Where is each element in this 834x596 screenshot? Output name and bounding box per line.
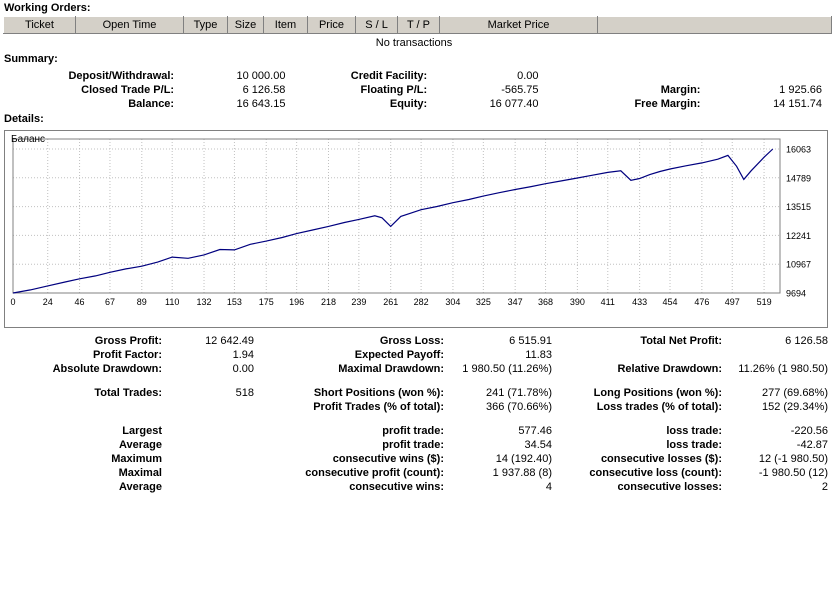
details-label-profit-trades: Profit Trades (% of total): (313, 401, 444, 413)
details-label-maximal-consecutive-profit: consecutive profit (count): (305, 467, 444, 479)
details-label-largest: Largest (122, 425, 162, 437)
svg-text:433: 433 (632, 297, 648, 307)
details-value-average-loss-trade: -42.87 (796, 439, 828, 451)
summary-value-free-margin: 14 151.74 (773, 98, 822, 110)
details-value-average-profit-trade: 34.54 (524, 439, 552, 451)
details-label-blank-a (554, 348, 724, 362)
svg-text:239: 239 (351, 297, 367, 307)
svg-text:89: 89 (136, 297, 147, 307)
summary-title: Summary: (4, 53, 58, 65)
column-header-ticket[interactable]: Ticket (4, 17, 76, 34)
svg-text:261: 261 (383, 297, 399, 307)
svg-text:13515: 13515 (786, 202, 812, 213)
svg-text:24: 24 (42, 297, 53, 307)
no-transactions-message: No transactions (375, 37, 453, 49)
details-label-average-profit-trade: profit trade: (382, 439, 444, 451)
details-label-average-consecutive-losses: consecutive losses: (617, 481, 722, 493)
summary-label-empty-1 (541, 69, 703, 83)
details-label-total-net-profit: Total Net Profit: (640, 335, 722, 347)
details-row (4, 480, 830, 494)
summary-label-free-margin: Free Margin: (634, 98, 701, 110)
svg-text:218: 218 (320, 297, 336, 307)
details-value-profit-factor: 1.94 (232, 349, 254, 361)
svg-text:175: 175 (258, 297, 274, 307)
details-table (4, 334, 830, 494)
details-label-long-positions: Long Positions (won %): (593, 387, 722, 399)
svg-text:14789: 14789 (786, 173, 812, 184)
summary-label-deposit: Deposit/Withdrawal: (68, 70, 175, 82)
details-row (4, 452, 830, 466)
svg-text:153: 153 (226, 297, 242, 307)
svg-text:196: 196 (289, 297, 305, 307)
details-row (4, 362, 830, 376)
details-value-maximal-consecutive-loss: -1 980.50 (12) (758, 467, 828, 479)
details-value-maximal (164, 466, 256, 480)
details-label-short-positions: Short Positions (won %): (313, 387, 444, 399)
summary-label-margin: Margin: (660, 84, 701, 96)
details-label-loss-trades: Loss trades (% of total): (596, 401, 722, 413)
column-header-item[interactable]: Item (264, 17, 308, 34)
svg-text:110: 110 (165, 297, 180, 307)
details-value-profit-trades: 366 (70.66%) (485, 401, 552, 413)
details-value-max-consecutive-losses: 12 (-1 980.50) (758, 453, 828, 465)
summary-label-closed-trade-pl: Closed Trade P/L: (81, 84, 175, 96)
svg-text:12241: 12241 (786, 230, 812, 241)
column-header-sl[interactable]: S / L (356, 17, 398, 34)
summary-label-equity: Equity: (389, 98, 428, 110)
details-label-maximum: Maximum (111, 453, 162, 465)
details-label-maximal: Maximal (118, 467, 162, 479)
details-row (4, 400, 830, 414)
details-value-absolute-drawdown: 0.00 (232, 363, 254, 375)
summary-label-credit: Credit Facility: (350, 70, 428, 82)
svg-text:16063: 16063 (786, 144, 812, 155)
details-value-expected-payoff: 11.83 (525, 349, 552, 361)
column-header-price[interactable]: Price (308, 17, 356, 34)
balance-chart (4, 130, 828, 328)
details-value-blank-b (164, 400, 256, 414)
summary-row (4, 97, 824, 111)
table-header-row (4, 17, 832, 34)
details-label-gross-profit: Gross Profit: (94, 335, 162, 347)
details-value-largest-loss-trade: -220.56 (790, 425, 828, 437)
details-value-max-consecutive-wins: 14 (192.40) (495, 453, 552, 465)
svg-text:46: 46 (74, 297, 85, 307)
details-row (4, 424, 830, 438)
svg-text:10967: 10967 (786, 259, 812, 270)
details-label-blank-b (4, 400, 164, 414)
svg-text:476: 476 (694, 297, 710, 307)
details-title: Details: (4, 113, 44, 125)
details-label-total-trades: Total Trades: (94, 387, 162, 399)
details-row (4, 334, 830, 348)
details-label-largest-loss-trade: loss trade: (666, 425, 722, 437)
details-label-max-consecutive-losses: consecutive losses ($): (600, 453, 722, 465)
details-label-gross-loss: Gross Loss: (379, 335, 444, 347)
svg-text:9694: 9694 (786, 288, 807, 299)
column-header-type[interactable]: Type (184, 17, 228, 34)
details-value-average (164, 438, 256, 452)
summary-value-closed-trade-pl: 6 126.58 (242, 84, 286, 96)
details-value-largest-profit-trade: 577.46 (518, 425, 552, 437)
details-value-long-positions: 277 (69.68%) (761, 387, 828, 399)
details-spacer-row (4, 376, 830, 386)
details-row (4, 466, 830, 480)
details-value-maximum (164, 452, 256, 466)
details-value-maximal-drawdown: 1 980.50 (11.26%) (462, 363, 552, 375)
svg-text:282: 282 (413, 297, 429, 307)
working-orders-title: Working Orders: (4, 2, 91, 14)
details-value-largest (164, 424, 256, 438)
details-label-maximal-consecutive-loss: consecutive loss (count): (589, 467, 722, 479)
details-value-maximal-consecutive-profit: 1 937.88 (8) (492, 467, 552, 479)
details-section (0, 334, 834, 494)
details-label-expected-payoff: Expected Payoff: (354, 349, 444, 361)
svg-text:304: 304 (445, 297, 461, 307)
svg-text:497: 497 (724, 297, 740, 307)
summary-value-empty-1 (702, 69, 824, 83)
details-label-max-consecutive-wins: consecutive wins ($): (332, 453, 444, 465)
summary-value-balance: 16 643.15 (236, 98, 286, 110)
column-header-open-time[interactable]: Open Time (76, 17, 184, 34)
details-label-average-2: Average (118, 481, 162, 493)
svg-text:411: 411 (600, 297, 615, 307)
details-label-largest-profit-trade: profit trade: (382, 425, 444, 437)
summary-label-balance: Balance: (128, 98, 175, 110)
svg-text:368: 368 (538, 297, 554, 307)
details-label-absolute-drawdown: Absolute Drawdown: (52, 363, 162, 375)
details-label-relative-drawdown: Relative Drawdown: (617, 363, 722, 375)
summary-label-floating-pl: Floating P/L: (360, 84, 428, 96)
details-label-average: Average (118, 439, 162, 451)
column-header-size[interactable]: Size (228, 17, 264, 34)
column-header-market-price[interactable]: Market Price (440, 17, 598, 34)
summary-section (0, 69, 834, 111)
working-orders-table (3, 16, 832, 34)
svg-text:325: 325 (475, 297, 491, 307)
summary-value-margin: 1 925.66 (779, 84, 822, 96)
svg-text:0: 0 (10, 297, 16, 307)
column-header-blank[interactable] (598, 17, 832, 34)
details-value-gross-profit: 12 642.49 (205, 335, 254, 347)
details-row (4, 348, 830, 362)
svg-text:390: 390 (569, 297, 585, 307)
details-spacer-row (4, 414, 830, 424)
details-value-short-positions: 241 (71.78%) (485, 387, 552, 399)
details-value-total-net-profit: 6 126.58 (785, 335, 828, 347)
details-value-gross-loss: 6 515.91 (509, 335, 552, 347)
details-label-maximal-drawdown: Maximal Drawdown: (338, 363, 444, 375)
details-value-blank-a (724, 348, 830, 362)
details-value-average-2 (164, 480, 256, 494)
summary-row (4, 83, 824, 97)
details-value-average-consecutive-losses: 2 (821, 481, 828, 493)
details-value-relative-drawdown: 11.26% (1 980.50) (738, 363, 828, 375)
details-row (4, 386, 830, 400)
details-value-loss-trades: 152 (29.34%) (761, 401, 828, 413)
summary-value-credit: 0.00 (517, 70, 539, 82)
svg-text:454: 454 (662, 297, 678, 307)
svg-text:132: 132 (196, 297, 212, 307)
summary-row (4, 69, 824, 83)
chart-caption: Баланс (11, 134, 46, 145)
details-label-profit-factor: Profit Factor: (92, 349, 162, 361)
summary-value-deposit: 10 000.00 (236, 70, 286, 82)
column-header-tp[interactable]: T / P (398, 17, 440, 34)
details-label-average-consecutive-wins: consecutive wins: (349, 481, 444, 493)
summary-table (4, 69, 824, 111)
details-label-average-loss-trade: loss trade: (666, 439, 722, 451)
svg-text:67: 67 (104, 297, 115, 307)
summary-value-floating-pl: -565.75 (501, 84, 539, 96)
summary-value-equity: 16 077.40 (489, 98, 539, 110)
details-row (4, 438, 830, 452)
details-value-average-consecutive-wins: 4 (545, 481, 552, 493)
chart-canvas (5, 131, 827, 327)
svg-text:519: 519 (756, 297, 772, 307)
svg-text:347: 347 (507, 297, 523, 307)
details-value-total-trades: 518 (235, 387, 254, 399)
